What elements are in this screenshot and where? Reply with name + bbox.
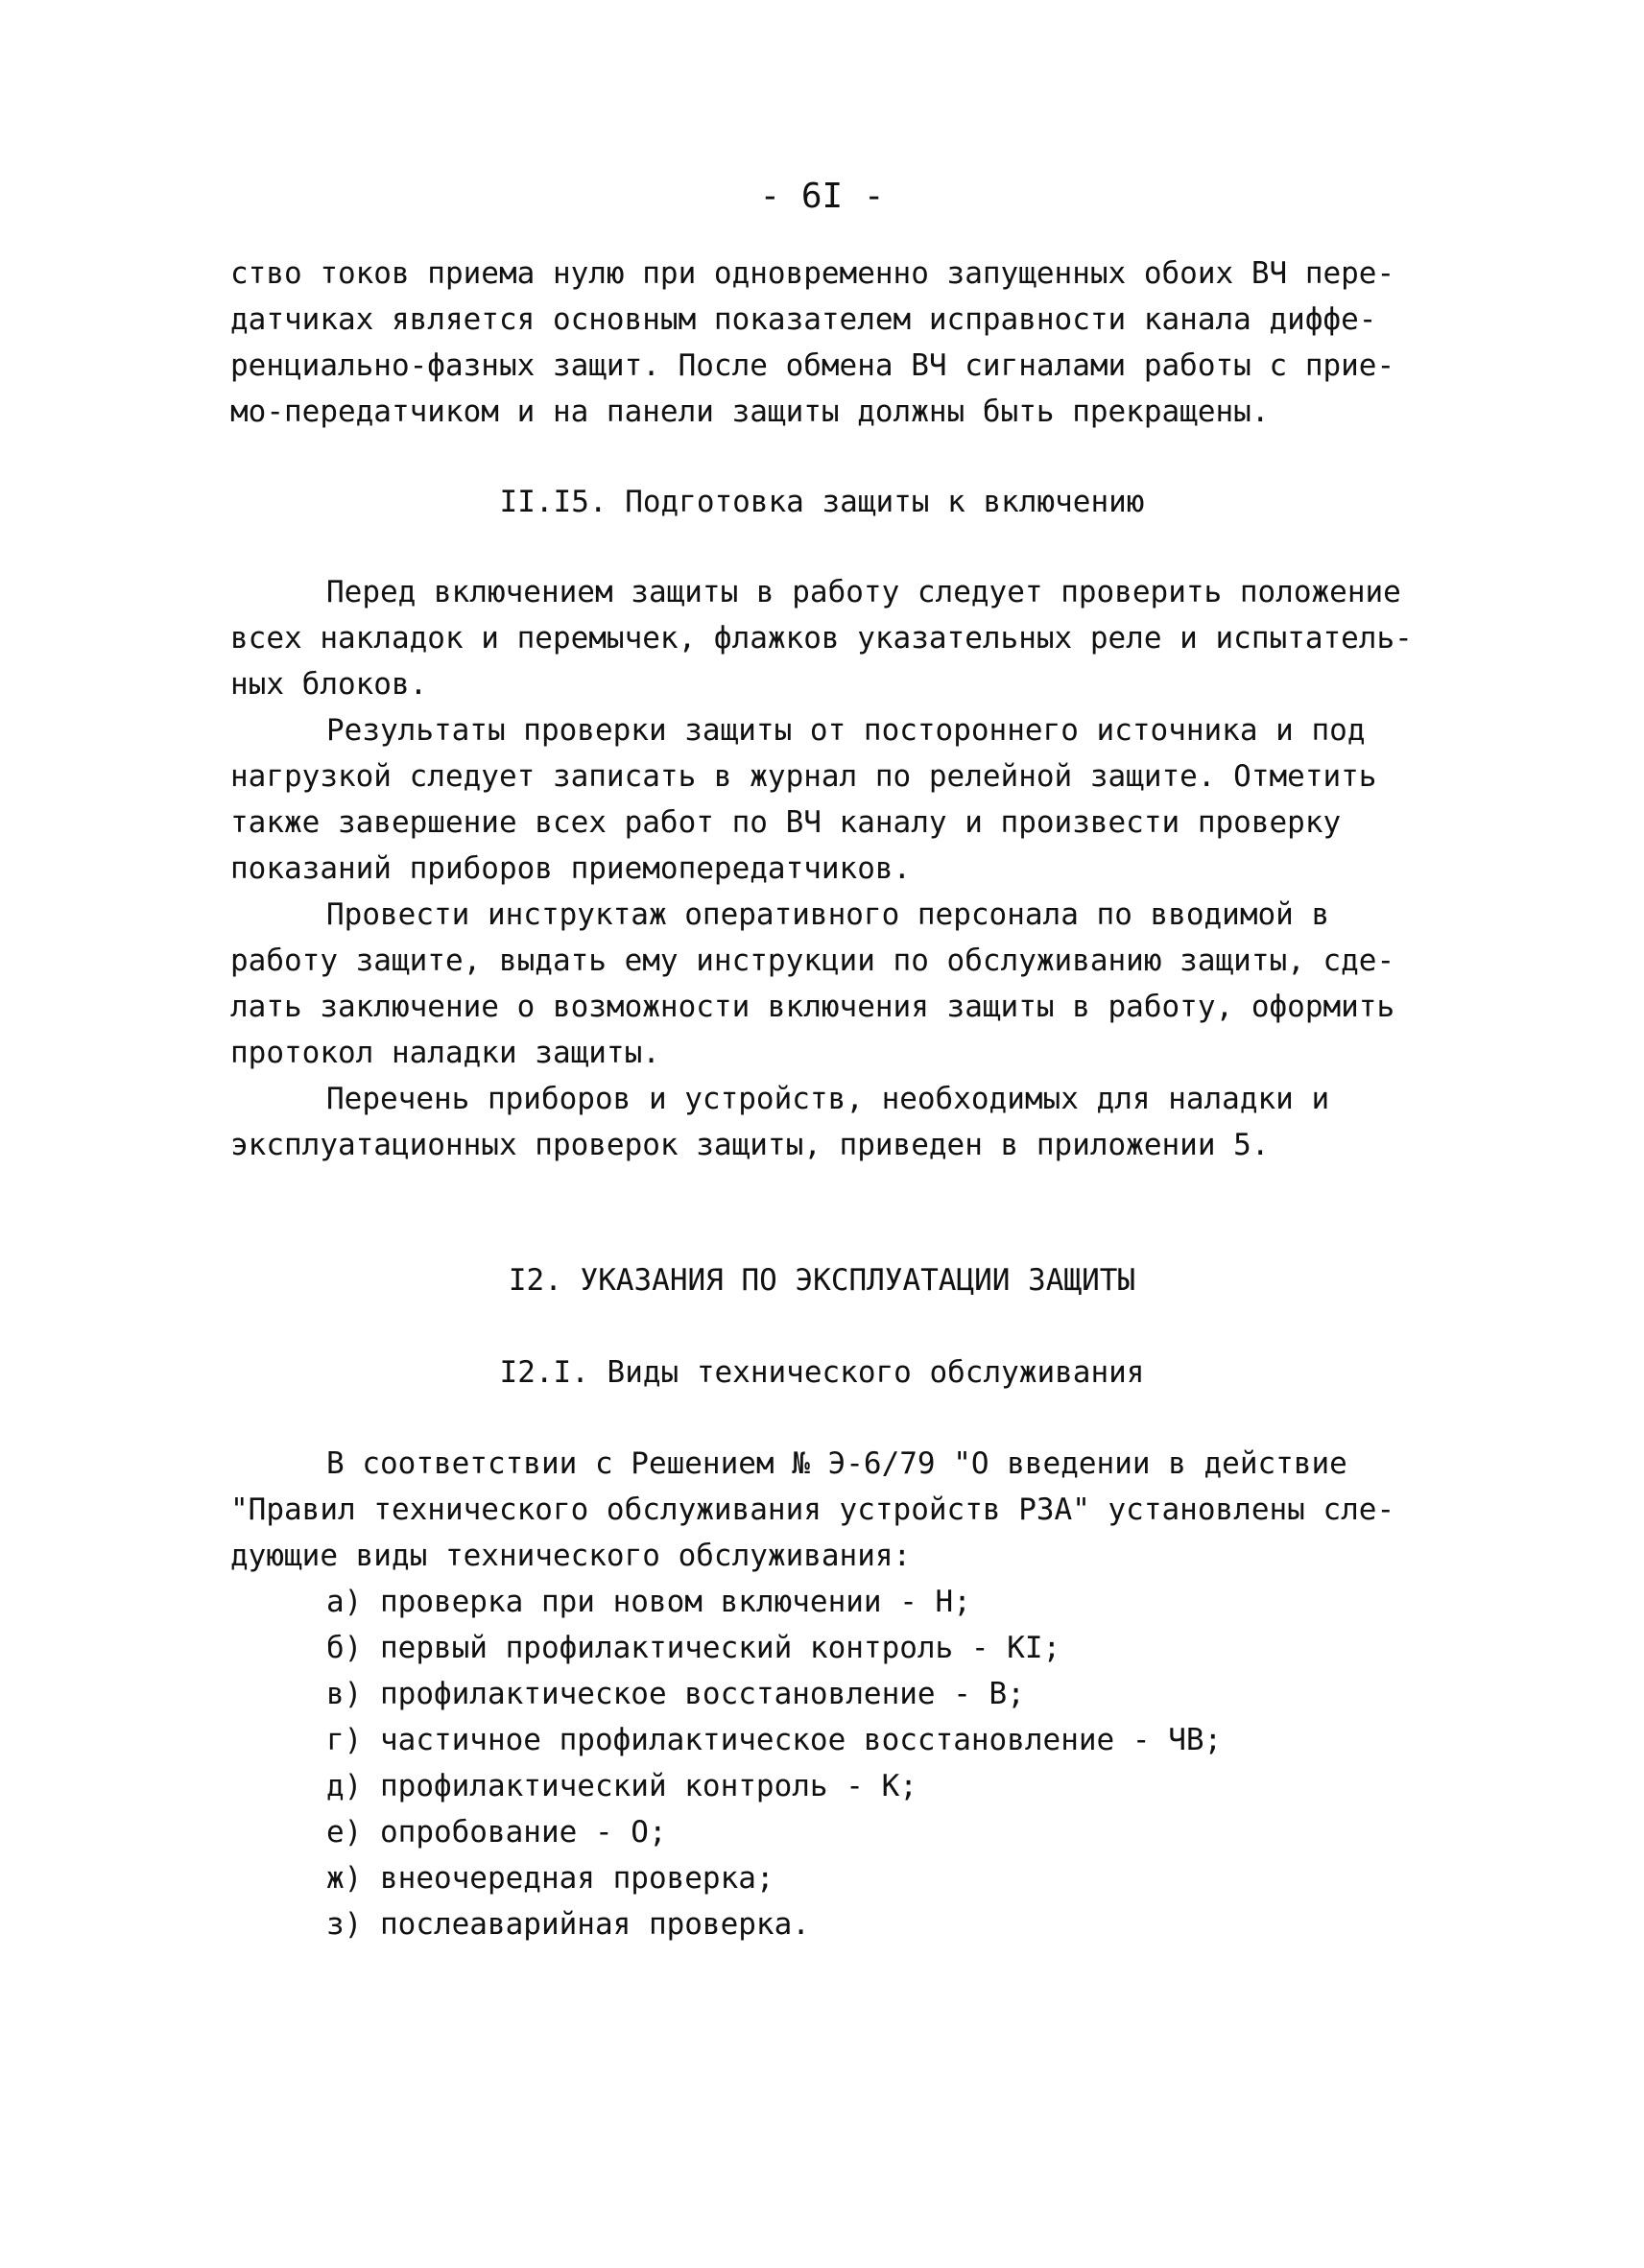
- text-line: мо-передатчиком и на панели защиты должны быть прекращены.: [230, 394, 1270, 429]
- text-line: ных блоков.: [230, 667, 428, 702]
- subsection-heading: I2.I. Виды технического обслуживания: [499, 1355, 1145, 1390]
- text-line: датчиках является основным показателем исправности канала диффе-: [230, 302, 1377, 337]
- text-line: всех накладок и перемычек, флажков указательных реле и испытатель-: [230, 621, 1413, 656]
- text-line: нагрузкой следует записать в журнал по релейной защите. Отметить: [230, 759, 1377, 794]
- text-line: лать заключение о возможности включения защиты в работу, оформить: [230, 990, 1395, 1024]
- list-item: д) профилактический контроль - К;: [326, 1769, 917, 1803]
- text-line: эксплуатационных проверок защиты, приведен в приложении 5.: [230, 1128, 1270, 1162]
- text-line: дующие виды технического обслуживания:: [230, 1539, 912, 1573]
- list-item: ж) внеочередная проверка;: [326, 1861, 774, 1896]
- text-line: Перечень приборов и устройств, необходимых для наладки и: [326, 1082, 1330, 1116]
- text-line: Провести инструктаж оперативного персонала по вводимой в: [326, 897, 1330, 932]
- text-line: Результаты проверки защиты от постороннего источника и под: [326, 713, 1366, 748]
- text-line: ренциально-фазных защит. После обмена ВЧ сигналами работы с прие-: [230, 348, 1395, 383]
- section-heading: II.I5. Подготовка защиты к включению: [499, 485, 1145, 519]
- text-line: также завершение всех работ по ВЧ каналу и произвести проверку: [230, 805, 1342, 840]
- page-number: - 6I -: [759, 177, 885, 216]
- list-item: з) послеаварийная проверка.: [326, 1907, 810, 1942]
- list-item: а) проверка при новом включении - Н;: [326, 1585, 971, 1619]
- list-item: б) первый профилактический контроль - КI;: [326, 1631, 1061, 1665]
- text-line: протокол наладки защиты.: [230, 1036, 660, 1070]
- section-heading: I2. УКАЗАНИЯ ПО ЭКСПЛУАТАЦИИ ЗАЩИТЫ: [508, 1263, 1136, 1298]
- list-item: г) частичное профилактическое восстановление - ЧВ;: [326, 1723, 1223, 1757]
- text-line: В соответствии с Решением № Э-6/79 "О введении в действие: [326, 1446, 1347, 1481]
- text-line: "Правил технического обслуживания устройств РЗА" установлены сле-: [230, 1492, 1395, 1527]
- list-item: в) профилактическое восстановление - В;: [326, 1677, 1025, 1711]
- text-line: ство токов приема нулю при одновременно запущенных обоих ВЧ пере-: [230, 256, 1395, 291]
- text-line: Перед включением защиты в работу следует проверить положение: [326, 575, 1401, 609]
- text-line: показаний приборов приемопередатчиков.: [230, 851, 912, 886]
- text-line: работу защите, выдать ему инструкции по обслуживанию защиты, сде-: [230, 943, 1395, 978]
- list-item: е) опробование - О;: [326, 1815, 667, 1850]
